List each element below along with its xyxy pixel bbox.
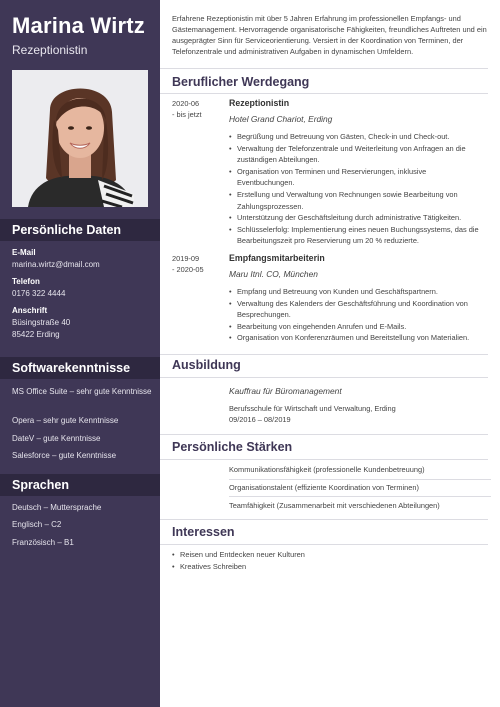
list-item: • Schlüsselerfolg: Implementierung eines neuen Buchungssystems, das die Bearbeitungszeit pro Reservierung um 20 % reduzierte. — [229, 224, 485, 247]
education-dates: 09/2016 – 08/2019 — [229, 415, 291, 424]
list-item: • Organisation von Konferenzräumen und Bereitstellung von Materialien. — [229, 332, 485, 344]
divider — [160, 434, 488, 435]
list-item: • Empfang und Betreuung von Kunden und Geschäftspartnern. — [229, 286, 485, 298]
strength-item: Organisationstalent (effiziente Koordination von Terminen) — [229, 483, 419, 492]
divider — [229, 496, 491, 497]
job-dates — [172, 98, 222, 120]
interests-heading: Interessen — [172, 525, 235, 539]
list-item: • Erstellung und Verwaltung von Rechnungen sowie Bearbeitung von Zahlungsprozessen. — [229, 189, 485, 212]
software-item: Salesforce – gute Kenntnisse — [12, 451, 117, 460]
job-bullets — [229, 131, 485, 247]
list-item: • Kreatives Schreiben — [172, 561, 472, 573]
strength-item: Kommunikationsfähigkeit (professionelle Kundenbetreuung) — [229, 465, 425, 474]
divider — [160, 519, 488, 520]
list-item: • Verwaltung der Telefonzentrale und Weiterleitung von Anfragen an die zuständigen Abteilungen. — [229, 143, 485, 166]
strengths-heading: Persönliche Stärken — [172, 440, 293, 454]
language-item: Englisch – C2 — [12, 520, 62, 529]
address-label: Anschrift — [12, 306, 48, 315]
job-bullets — [229, 286, 485, 344]
candidate-role: Rezeptionistin — [12, 43, 88, 57]
email-label: E-Mail — [12, 248, 36, 257]
sidebar — [0, 0, 160, 707]
list-item: • Unterstützung der Geschäftsleitung durch administrative Tätigkeiten. — [229, 212, 485, 224]
divider — [160, 459, 488, 460]
job-date-start: 2020-06 — [172, 99, 200, 108]
software-item: Opera – sehr gute Kenntnisse — [12, 416, 119, 425]
job-date-end: - bis jetzt — [172, 110, 202, 119]
education-school: Berufsschule für Wirtschaft und Verwaltung, Erding — [229, 404, 396, 413]
address-line1: Büsingstraße 40 — [12, 318, 71, 327]
profile-photo — [12, 70, 148, 207]
personal-data-heading: Persönliche Daten — [0, 219, 160, 241]
divider — [160, 377, 488, 378]
languages-heading: Sprachen — [0, 474, 160, 496]
divider — [160, 354, 488, 355]
language-item: Deutsch – Muttersprache — [12, 503, 102, 512]
phone-label: Telefon — [12, 277, 40, 286]
list-item: • Verwaltung des Kalenders der Geschäftsführung und Koordination von Besprechungen. — [229, 298, 485, 321]
job-dates — [172, 253, 222, 275]
phone-value: 0176 322 4444 — [12, 289, 66, 298]
strength-item: Teamfähigkeit (Zusammenarbeit mit verschiedenen Abteilungen) — [229, 501, 440, 510]
education-degree: Kauffrau für Büromanagement — [229, 386, 342, 396]
address-line2: 85422 Erding — [12, 330, 60, 339]
experience-heading: Beruflicher Werdegang — [172, 75, 310, 89]
job-company: Maru Itnl. CO, München — [229, 269, 318, 279]
job-title: Rezeptionistin — [229, 98, 290, 108]
language-item: Französisch – B1 — [12, 538, 74, 547]
list-item: • Organisation von Terminen und Reservierungen, inklusive Eventbuchungen. — [229, 166, 485, 189]
candidate-name: Marina Wirtz — [12, 13, 145, 38]
job-date-end: - 2020-05 — [172, 265, 204, 274]
list-item: • Bearbeitung von eingehenden Anrufen und E-Mails. — [229, 321, 485, 333]
list-item: • Reisen und Entdecken neuer Kulturen — [172, 549, 472, 561]
education-heading: Ausbildung — [172, 358, 241, 372]
job-company: Hotel Grand Chariot, Erding — [229, 114, 333, 124]
email-value: marina.wirtz@dmail.com — [12, 260, 100, 269]
software-item: DateV – gute Kenntnisse — [12, 434, 101, 443]
job-title: Empfangsmitarbeiterin — [229, 253, 325, 263]
profile-summary: Erfahrene Rezeptionistin mit über 5 Jahren Erfahrung im professionellen Empfangs- und Gästemanagement. Hervorragende organisatorische Fähigkeiten, freundliches Auftreten und ein ausgeprägter Sinn für Serviceorientierung. Versiert in der Koordination von Terminen, der Telefonzentrale und administrativen Aufgaben in dynamischen Umfeldern. — [172, 14, 487, 56]
software-item: MS Office Suite – sehr gute Kenntnisse — [12, 387, 152, 396]
list-item: • Begrüßung und Betreuung von Gästen, Check-in und Check-out. — [229, 131, 485, 143]
job-date-start: 2019-09 — [172, 254, 200, 263]
interests-list — [172, 549, 472, 573]
divider — [160, 68, 488, 69]
software-heading: Softwarekenntnisse — [0, 357, 160, 379]
main-content — [160, 0, 500, 707]
divider — [160, 544, 488, 545]
divider — [229, 479, 491, 480]
divider — [160, 93, 488, 94]
